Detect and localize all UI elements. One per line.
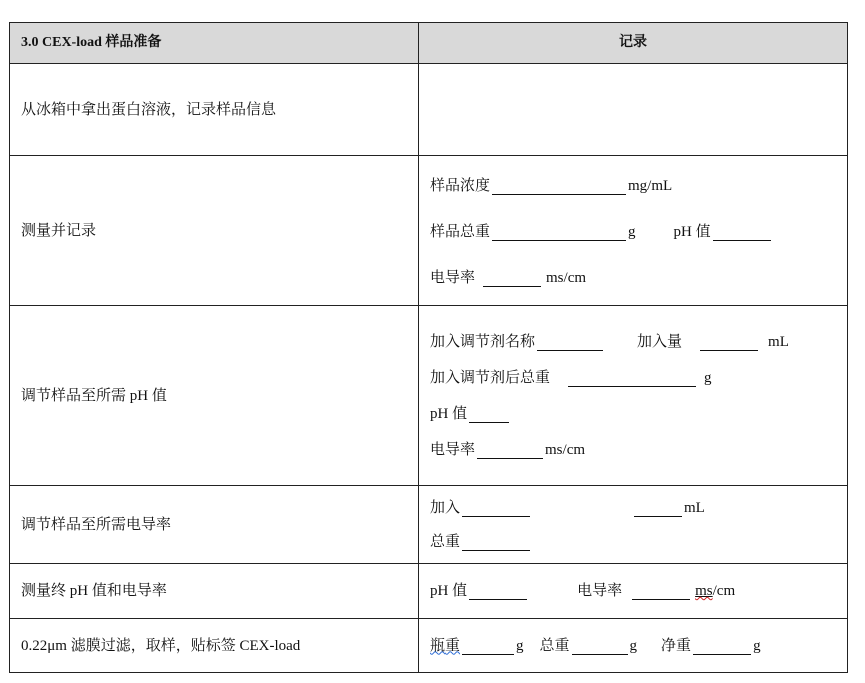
total-weight-label: 样品总重 — [430, 223, 491, 240]
table-row — [10, 156, 848, 306]
after-weight-label: 加入调节剂后总重 — [430, 369, 551, 386]
table-row — [10, 619, 848, 673]
final-conductivity-unit-a: ms — [695, 583, 713, 599]
adjusted-ph-field[interactable] — [469, 408, 509, 423]
agent-name-label: 加入调节剂名称 — [430, 333, 536, 350]
amount-label: 加入量 — [637, 333, 683, 350]
bottle-weight-field[interactable] — [462, 640, 514, 655]
final-conductivity-field[interactable] — [632, 585, 690, 600]
row3-record — [419, 306, 848, 486]
bottle-label-a: 瓶 — [430, 637, 446, 654]
total-weight-field[interactable] — [492, 226, 626, 241]
add-volume-field[interactable] — [634, 502, 682, 517]
total-weight-unit: g — [628, 223, 636, 240]
net-weight-field[interactable] — [693, 640, 751, 655]
add-label: 加入 — [430, 499, 461, 516]
row1-step: 从冰箱中拿出蛋白溶液，记录样品信息 — [10, 64, 419, 156]
conductivity-field[interactable] — [483, 272, 541, 287]
conductivity-label: 电导率 — [430, 269, 476, 286]
final-ph-label: pH 值 — [430, 583, 468, 599]
row4-step: 调节样品至所需电导率 — [10, 486, 419, 564]
concentration-label: 样品浓度 — [430, 177, 491, 194]
final-conductivity-unit-b: /cm — [712, 583, 736, 599]
after-weight-unit: g — [704, 369, 712, 386]
row3-step: 调节样品至所需 pH 值 — [10, 306, 419, 486]
table-row — [10, 564, 848, 619]
after-weight-field[interactable] — [568, 372, 696, 387]
conductivity-unit: ms/cm — [546, 269, 587, 286]
row4-record — [419, 486, 848, 564]
add-unit: mL — [684, 499, 705, 516]
amount-field[interactable] — [700, 336, 758, 351]
bottle-unit: g — [516, 637, 524, 654]
table-row — [10, 486, 848, 564]
table-row — [10, 306, 848, 486]
gross-unit: g — [629, 637, 638, 654]
final-conductivity-label: 电导率 — [577, 583, 623, 599]
row4-total-field[interactable] — [462, 536, 530, 551]
bottle-label-b: 重 — [445, 637, 461, 654]
row4-total-label: 总重 — [430, 533, 461, 550]
concentration-unit: mg/mL — [628, 177, 673, 194]
row5-step: 测量终 pH 值和电导率 — [10, 564, 419, 619]
adjusted-conductivity-label: 电导率 — [430, 441, 476, 458]
agent-name-field[interactable] — [537, 336, 603, 351]
adjusted-conductivity-field[interactable] — [477, 444, 543, 459]
table-header-row — [10, 23, 848, 64]
row1-record[interactable] — [419, 64, 848, 156]
net-label: 净重 — [661, 637, 692, 654]
row5-record — [419, 564, 848, 619]
amount-unit: mL — [768, 333, 789, 350]
ph-label: pH 值 — [673, 223, 711, 240]
add-field[interactable] — [462, 502, 530, 517]
gross-label: 总重 — [539, 637, 570, 654]
ph-field[interactable] — [713, 226, 771, 241]
row6-record — [419, 619, 848, 673]
gross-weight-field[interactable] — [572, 640, 628, 655]
concentration-field[interactable] — [492, 180, 626, 195]
header-record: 记录 — [419, 23, 848, 64]
adjusted-conductivity-unit: ms/cm — [545, 441, 586, 458]
net-unit: g — [753, 637, 761, 654]
row6-step: 0.22μm 滤膜过滤，取样，贴标签 CEX-load — [10, 619, 419, 673]
final-ph-field[interactable] — [469, 585, 527, 600]
row2-step: 测量并记录 — [10, 156, 419, 306]
adjusted-ph-label: pH 值 — [430, 405, 468, 422]
header-step: 3.0 CEX-load 样品准备 — [10, 23, 419, 64]
row2-record — [419, 156, 848, 306]
table-row — [10, 64, 848, 156]
sample-prep-table — [9, 22, 848, 673]
